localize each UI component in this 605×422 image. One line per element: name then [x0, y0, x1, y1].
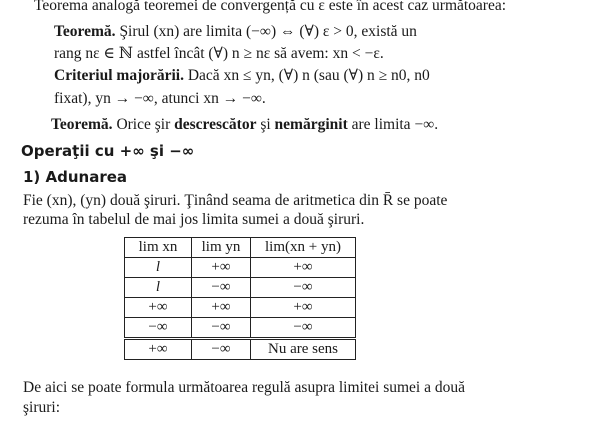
- theorem1-line2: rang nε ∈ ℕ astfel încât (∀) n ≥ nε să avem: xn < −ε.: [54, 45, 384, 62]
- table-cell: +∞: [251, 298, 356, 318]
- table-row: [125, 298, 356, 318]
- theorem2-bold2: nemărginit: [274, 116, 348, 133]
- theorem2-pre: Orice şir: [116, 116, 171, 133]
- table-cell: −∞: [192, 278, 251, 298]
- para1-line2: rezuma în tabelul de mai jos limita sumei a două şiruri.: [23, 211, 365, 228]
- para2-line2: şiruri:: [23, 399, 61, 416]
- theorem2-bold1: descrescător: [174, 116, 257, 133]
- theorem2-line: [51, 116, 438, 134]
- table-row: [125, 318, 356, 339]
- table-cell: Nu are sens: [251, 339, 356, 360]
- criterion-text1: Dacă xn ≤ yn, (∀) n (sau (∀) n ≥ n0, n0: [187, 67, 430, 84]
- subsection-title: 1) Adunarea: [23, 168, 128, 186]
- table-header-cell: lim yn: [192, 238, 251, 258]
- table-cell: −∞: [125, 318, 192, 339]
- section-title: Operaţii cu +∞ şi −∞: [21, 142, 195, 160]
- table-cell: l: [125, 258, 192, 278]
- theorem2-post: are limita −∞.: [351, 116, 439, 133]
- theorem1-label: Teoremă.: [54, 23, 116, 40]
- table-header-cell: lim(xn + yn): [251, 238, 356, 258]
- table-cell: l: [125, 278, 192, 298]
- para1-line1: Fie (xn), (yn) două şiruri. Ţinând seama de aritmetica din R̄ se poate: [23, 192, 448, 209]
- table-cell: +∞: [192, 258, 251, 278]
- table-row: [125, 258, 356, 278]
- table-cell: +∞: [192, 298, 251, 318]
- table-cell: +∞: [125, 339, 192, 360]
- table-cell: +∞: [125, 298, 192, 318]
- intro-line: Teorema analogă teoremei de convergență cu ε este în acest caz următoarea:: [34, 0, 507, 14]
- table-row: [125, 278, 356, 298]
- criterion-line1: [54, 67, 430, 85]
- limits-table: [124, 237, 356, 360]
- table-cell: −∞: [192, 339, 251, 360]
- criterion-label: Criteriul majorării.: [54, 67, 184, 84]
- table-row-special: [125, 339, 356, 360]
- para2-line1: De aici se poate formula următoarea regulă asupra limitei sumei a două: [23, 379, 465, 396]
- table-cell: +∞: [251, 258, 356, 278]
- table-header-row: [125, 238, 356, 258]
- table-header-cell: lim xn: [125, 238, 192, 258]
- table-cell: −∞: [251, 278, 356, 298]
- theorem2-label: Teoremă.: [51, 116, 113, 133]
- theorem1-text1: Şirul (xn) are limita (−∞) ⇔ (∀) ε > 0, există un: [119, 23, 417, 40]
- theorem1-line1: [54, 23, 417, 41]
- criterion-line2: fixat), yn → −∞, atunci xn → −∞.: [54, 90, 266, 107]
- table-cell: −∞: [251, 318, 356, 339]
- theorem2-mid: şi: [260, 116, 271, 133]
- table-cell: −∞: [192, 318, 251, 339]
